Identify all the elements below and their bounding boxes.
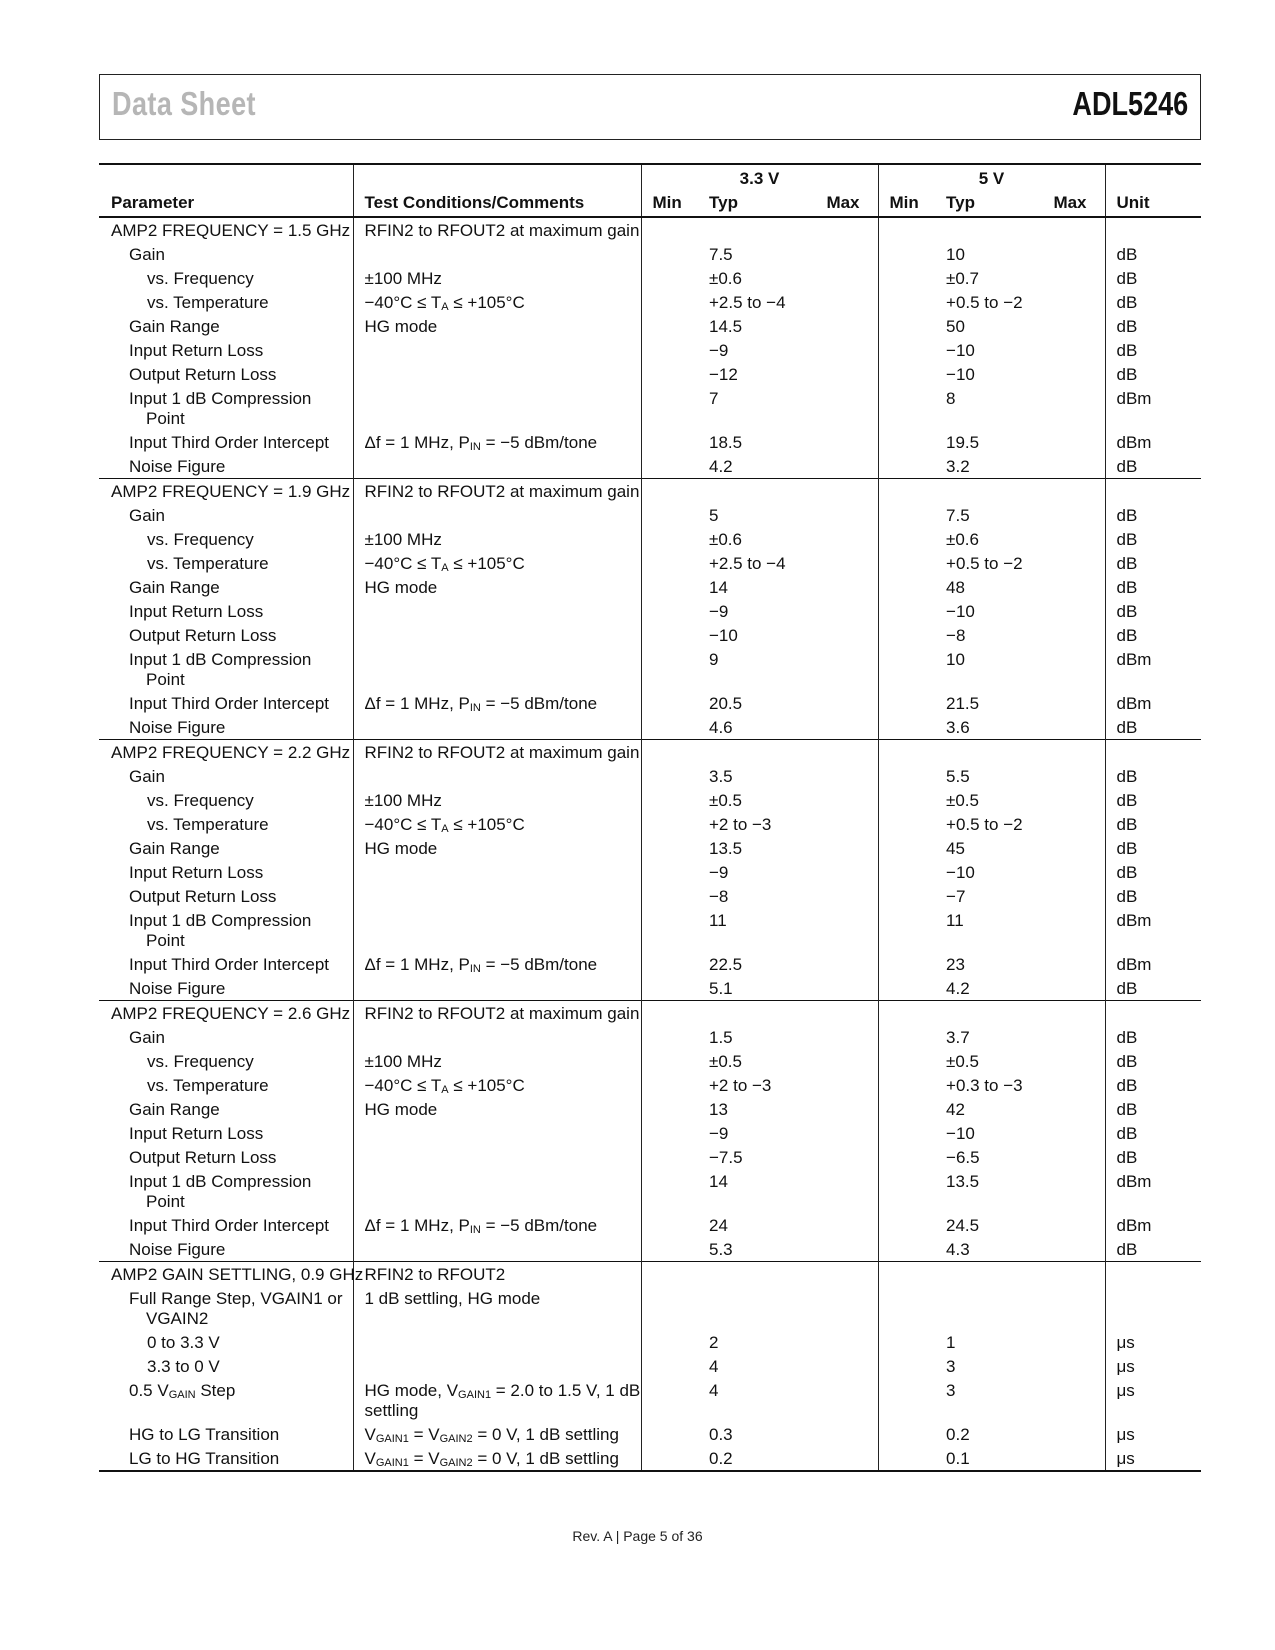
typ-5v: 11 [946, 911, 964, 930]
typ-5v: 42 [946, 1100, 965, 1119]
typ-3v3: −9 [709, 602, 729, 621]
unit: dBm [1105, 386, 1201, 430]
condition: ±100 MHz [353, 527, 641, 551]
condition: RFIN2 to RFOUT2 at maximum gain [353, 217, 641, 242]
typ-5v: 3 [946, 1357, 956, 1376]
condition: $-40^\circ C \le T_A \le +105^\circ C$ [353, 812, 641, 836]
unit: μs [1105, 1354, 1201, 1378]
table-row [99, 314, 1201, 338]
typ-3v3: 1.5 [709, 1028, 733, 1047]
typ-5v: 13.5 [946, 1172, 980, 1191]
typ-5v: 10 [946, 650, 965, 669]
typ-3v3: 9 [709, 650, 719, 669]
unit: dB [1105, 1237, 1201, 1262]
table-row [99, 1378, 1201, 1422]
parameter: vs. Temperature [147, 293, 269, 312]
typ-5v: 5.5 [946, 767, 970, 786]
table-row [99, 1025, 1201, 1049]
parameter: Input Third Order Intercept [129, 1216, 330, 1235]
typ-3v3: 5.1 [709, 979, 733, 998]
typ-5v: −10 [946, 365, 975, 384]
parameter: Gain Range [129, 317, 220, 336]
col-unit: Unit [1105, 190, 1201, 217]
unit: dBm [1105, 908, 1201, 952]
typ-3v3: 14 [709, 578, 728, 597]
section-heading-row [99, 1262, 1201, 1287]
typ-3v3: +2.5 to −4 [709, 554, 786, 573]
condition: HG mode [353, 836, 641, 860]
unit: dBm [1105, 691, 1201, 715]
table-row [99, 952, 1201, 976]
parameter: Output Return Loss [129, 1148, 277, 1167]
header-row-columns [99, 190, 1201, 217]
typ-5v: 8 [946, 389, 956, 408]
table-row [99, 454, 1201, 479]
parameter: 3.3 to 0 V [147, 1357, 220, 1376]
unit: dB [1105, 454, 1201, 479]
condition: $-40^\circ C \le T_A \le +105^\circ C$ [353, 551, 641, 575]
parameter: Input 1 dB Compression Point [129, 650, 312, 689]
unit: μs [1105, 1446, 1201, 1471]
unit: dB [1105, 860, 1201, 884]
typ-5v: 24.5 [946, 1216, 980, 1235]
table-row [99, 860, 1201, 884]
unit: dB [1105, 290, 1201, 314]
parameter: Output Return Loss [129, 626, 277, 645]
table-row [99, 527, 1201, 551]
col-min-5v: Min [878, 190, 944, 217]
table-row [99, 503, 1201, 527]
col-parameter: Parameter [99, 190, 353, 217]
section-title: AMP2 FREQUENCY = 1.9 GHz [99, 479, 353, 504]
typ-5v: 0.2 [946, 1425, 970, 1444]
parameter: vs. Frequency [147, 791, 254, 810]
unit: dBm [1105, 952, 1201, 976]
parameter: vs. Frequency [147, 530, 254, 549]
typ-3v3: −12 [709, 365, 738, 384]
table-row [99, 338, 1201, 362]
unit: dBm [1105, 1213, 1201, 1237]
typ-3v3: 0.2 [707, 1446, 807, 1471]
typ-3v3: 14.5 [709, 317, 743, 336]
parameter: Noise Figure [129, 718, 226, 737]
unit: dB [1105, 1025, 1201, 1049]
table-row [99, 788, 1201, 812]
table-row [99, 1121, 1201, 1145]
typ-3v3: +2 to −3 [709, 815, 772, 834]
typ-3v3: −9 [709, 1124, 729, 1143]
unit: dB [1105, 314, 1201, 338]
parameter: Input Return Loss [129, 863, 264, 882]
spec-table [99, 163, 1201, 1472]
condition: $V_{GAIN1} = V_{GAIN2} = 0$ V, 1 dB settling [353, 1422, 641, 1446]
header-part-number: ADL5246 [1072, 85, 1188, 122]
table-row [99, 1145, 1201, 1169]
condition: RFIN2 to RFOUT2 at maximum gain [353, 740, 641, 765]
unit: dB [1105, 788, 1201, 812]
typ-5v: 3.7 [946, 1028, 970, 1047]
parameter: Gain [129, 245, 165, 264]
parameter: Gain Range [129, 578, 220, 597]
parameter: LG to HG Transition [99, 1446, 353, 1471]
table-row [99, 1097, 1201, 1121]
table-row [99, 575, 1201, 599]
condition: HG mode [353, 575, 641, 599]
unit: dB [1105, 623, 1201, 647]
condition: ±100 MHz [353, 788, 641, 812]
typ-5v: 3 [946, 1381, 956, 1400]
typ-3v3: 4.2 [709, 457, 733, 476]
typ-5v: 21.5 [946, 694, 980, 713]
typ-3v3: 18.5 [709, 433, 743, 452]
condition: $-40^\circ C \le T_A \le +105^\circ C$ [353, 1073, 641, 1097]
section-heading-row [99, 479, 1201, 504]
condition: RFIN2 to RFOUT2 at maximum gain [353, 1001, 641, 1026]
condition: Δf = 1 MHz, $P_{IN} = -5$ dBm/tone [353, 430, 641, 454]
group-3v3: 3.3 V [641, 164, 878, 190]
unit: dB [1105, 1073, 1201, 1097]
typ-5v: 0.1 [944, 1446, 1044, 1471]
parameter: Gain Range [129, 839, 220, 858]
table-row [99, 290, 1201, 314]
condition: $V_{GAIN1} = V_{GAIN2} = 0$ V, 1 dB settling [353, 1446, 641, 1471]
header-row-groups [99, 164, 1201, 190]
parameter: Input Return Loss [129, 602, 264, 621]
unit: dB [1105, 812, 1201, 836]
parameter: 0 to 3.3 V [147, 1333, 220, 1352]
typ-5v: −8 [946, 626, 966, 645]
table-row [99, 242, 1201, 266]
typ-3v3: −7.5 [709, 1148, 743, 1167]
typ-5v: 45 [946, 839, 965, 858]
unit: μs [1105, 1422, 1201, 1446]
unit: dB [1105, 527, 1201, 551]
typ-5v: 7.5 [946, 506, 970, 525]
table-row [99, 1354, 1201, 1378]
condition: Δf = 1 MHz, $P_{IN} = -5$ dBm/tone [353, 952, 641, 976]
unit: dB [1105, 1145, 1201, 1169]
unit: μs [1105, 1330, 1201, 1354]
parameter: vs. Frequency [147, 269, 254, 288]
typ-3v3: −9 [709, 341, 729, 360]
parameter: Input 1 dB Compression Point [129, 389, 312, 428]
typ-3v3: ±0.6 [709, 269, 742, 288]
typ-5v: +0.5 to −2 [946, 554, 1023, 573]
parameter: Output Return Loss [129, 887, 277, 906]
typ-3v3: 5.3 [709, 1240, 733, 1259]
typ-5v: ±0.6 [946, 530, 979, 549]
section-title: AMP2 FREQUENCY = 1.5 GHz [111, 221, 351, 240]
table-row [99, 362, 1201, 386]
parameter: Output Return Loss [129, 365, 277, 384]
table-row [99, 1237, 1201, 1262]
page-footer: Rev. A | Page 5 of 36 [572, 1528, 703, 1544]
table-row [99, 1049, 1201, 1073]
parameter: vs. Temperature [147, 815, 269, 834]
typ-3v3: 2 [709, 1333, 719, 1352]
unit: dB [1105, 242, 1201, 266]
table-row [99, 266, 1201, 290]
unit: dB [1105, 836, 1201, 860]
table-row [99, 691, 1201, 715]
table-row [99, 1286, 1201, 1330]
typ-3v3: 13 [709, 1100, 728, 1119]
parameter: vs. Temperature [147, 554, 269, 573]
table-row [99, 976, 1201, 1001]
typ-5v: 3.2 [946, 457, 970, 476]
table-row [99, 715, 1201, 740]
unit: dB [1105, 338, 1201, 362]
typ-3v3: −10 [709, 626, 738, 645]
table-row [99, 884, 1201, 908]
typ-5v: 4.2 [946, 979, 970, 998]
parameter: Noise Figure [129, 457, 226, 476]
typ-5v: −6.5 [946, 1148, 980, 1167]
typ-3v3: 4 [709, 1381, 719, 1400]
parameter: vs. Temperature [147, 1076, 269, 1095]
parameter: HG to LG Transition [129, 1425, 280, 1444]
unit: dB [1105, 884, 1201, 908]
typ-5v: 50 [946, 317, 965, 336]
parameter: Input Return Loss [129, 1124, 264, 1143]
typ-3v3: ±0.6 [709, 530, 742, 549]
table-row [99, 1446, 1201, 1471]
typ-3v3: +2.5 to −4 [709, 293, 786, 312]
table-row [99, 812, 1201, 836]
parameter: vs. Frequency [147, 1052, 254, 1071]
unit: dB [1105, 362, 1201, 386]
parameter: Input 1 dB Compression Point [129, 1172, 312, 1211]
table-row [99, 1422, 1201, 1446]
condition: ±100 MHz [353, 266, 641, 290]
col-min-3v3: Min [641, 190, 707, 217]
typ-3v3: 0.3 [709, 1425, 733, 1444]
unit: dB [1105, 1121, 1201, 1145]
parameter: Gain [129, 506, 165, 525]
typ-5v: +0.5 to −2 [946, 293, 1023, 312]
col-typ-5v: Typ [944, 190, 1044, 217]
typ-3v3: 22.5 [709, 955, 743, 974]
typ-5v: +0.3 to −3 [946, 1076, 1023, 1095]
parameter: Input Third Order Intercept [129, 694, 330, 713]
typ-3v3: −9 [709, 863, 729, 882]
section-heading-row [99, 740, 1201, 765]
parameter: 0.5 $V_{GAIN}$ Step [129, 1381, 236, 1401]
section-title: AMP2 FREQUENCY = 2.2 GHz [99, 740, 353, 765]
condition: 1 dB settling, HG mode [353, 1286, 641, 1330]
table-row [99, 836, 1201, 860]
typ-5v: 4.3 [946, 1240, 970, 1259]
typ-3v3: 4 [709, 1357, 719, 1376]
unit: dB [1105, 715, 1201, 740]
parameter: Input Third Order Intercept [129, 955, 330, 974]
typ-3v3: 13.5 [709, 839, 743, 858]
condition: HG mode [353, 1097, 641, 1121]
typ-5v: ±0.5 [946, 791, 979, 810]
section-title: AMP2 FREQUENCY = 2.6 GHz [99, 1001, 353, 1026]
unit: dB [1105, 575, 1201, 599]
typ-5v: −10 [946, 602, 975, 621]
parameter: Noise Figure [129, 1240, 226, 1259]
table-row [99, 1213, 1201, 1237]
typ-3v3: 7.5 [709, 245, 733, 264]
typ-3v3: −8 [709, 887, 729, 906]
unit: dBm [1105, 430, 1201, 454]
typ-5v: ±0.5 [946, 1052, 979, 1071]
unit: dB [1105, 976, 1201, 1001]
table-row [99, 1330, 1201, 1354]
typ-5v: 1 [946, 1333, 956, 1352]
condition: Δf = 1 MHz, $P_{IN} = -5$ dBm/tone [353, 691, 641, 715]
col-typ-3v3: Typ [707, 190, 807, 217]
typ-5v: 23 [946, 955, 965, 974]
typ-3v3: 3.5 [709, 767, 733, 786]
col-max-5v: Max [1044, 190, 1105, 217]
typ-3v3: 20.5 [709, 694, 743, 713]
col-max-3v3: Max [807, 190, 878, 217]
typ-5v: +0.5 to −2 [946, 815, 1023, 834]
page-header [99, 74, 1201, 140]
parameter: Gain [129, 1028, 165, 1047]
typ-3v3: 11 [709, 911, 727, 930]
unit: dB [1105, 503, 1201, 527]
parameter: Gain Range [129, 1100, 220, 1119]
condition: $-40^\circ C \le T_A \le +105^\circ C$ [353, 290, 641, 314]
typ-5v: −7 [946, 887, 966, 906]
condition: RFIN2 to RFOUT2 [353, 1262, 641, 1287]
typ-5v: 10 [946, 245, 965, 264]
condition: ±100 MHz [353, 1049, 641, 1073]
typ-3v3: 24 [709, 1216, 728, 1235]
unit: dB [1105, 599, 1201, 623]
unit: dBm [1105, 1169, 1201, 1213]
unit: dB [1105, 266, 1201, 290]
typ-3v3: 7 [709, 389, 719, 408]
condition: Δf = 1 MHz, $P_{IN} = -5$ dBm/tone [353, 1213, 641, 1237]
typ-5v: ±0.7 [946, 269, 979, 288]
typ-3v3: +2 to −3 [709, 1076, 772, 1095]
table-row [99, 647, 1201, 691]
table-row [99, 623, 1201, 647]
table-row [99, 430, 1201, 454]
condition: HG mode [353, 314, 641, 338]
typ-5v: 3.6 [946, 718, 970, 737]
unit: dB [1105, 1049, 1201, 1073]
parameter: Input 1 dB Compression Point [129, 911, 312, 950]
typ-3v3: 14 [709, 1172, 728, 1191]
unit: dB [1105, 551, 1201, 575]
table-row [99, 1169, 1201, 1213]
group-5v: 5 V [878, 164, 1105, 190]
unit: dB [1105, 764, 1201, 788]
parameter: Input Return Loss [129, 341, 264, 360]
parameter: Noise Figure [129, 979, 226, 998]
typ-3v3: 5 [709, 506, 719, 525]
typ-5v: 19.5 [946, 433, 980, 452]
typ-5v: −10 [946, 863, 975, 882]
table-row [99, 764, 1201, 788]
table-row [99, 908, 1201, 952]
typ-3v3: ±0.5 [709, 791, 742, 810]
table-row [99, 386, 1201, 430]
section-heading-row [99, 1001, 1201, 1026]
section-title: AMP2 GAIN SETTLING, 0.9 GHz [99, 1262, 353, 1287]
typ-5v: −10 [946, 341, 975, 360]
parameter: Input Third Order Intercept [129, 433, 330, 452]
typ-5v: 48 [946, 578, 965, 597]
unit: dBm [1105, 647, 1201, 691]
parameter: Full Range Step, VGAIN1 or VGAIN2 [129, 1289, 343, 1328]
table-row [99, 599, 1201, 623]
typ-3v3: ±0.5 [709, 1052, 742, 1071]
section-heading-row [99, 217, 1201, 242]
condition: HG mode, $V_{GAIN1} = 2.0$ to 1.5 V, 1 dB settling [353, 1378, 641, 1422]
table-row [99, 551, 1201, 575]
header-doc-type: Data Sheet [112, 85, 256, 122]
condition: RFIN2 to RFOUT2 at maximum gain [353, 479, 641, 504]
unit: μs [1105, 1378, 1201, 1422]
parameter: Gain [129, 767, 165, 786]
typ-3v3: 4.6 [709, 718, 733, 737]
col-conditions: Test Conditions/Comments [353, 190, 641, 217]
table-row [99, 1073, 1201, 1097]
unit: dB [1105, 1097, 1201, 1121]
typ-5v: −10 [946, 1124, 975, 1143]
